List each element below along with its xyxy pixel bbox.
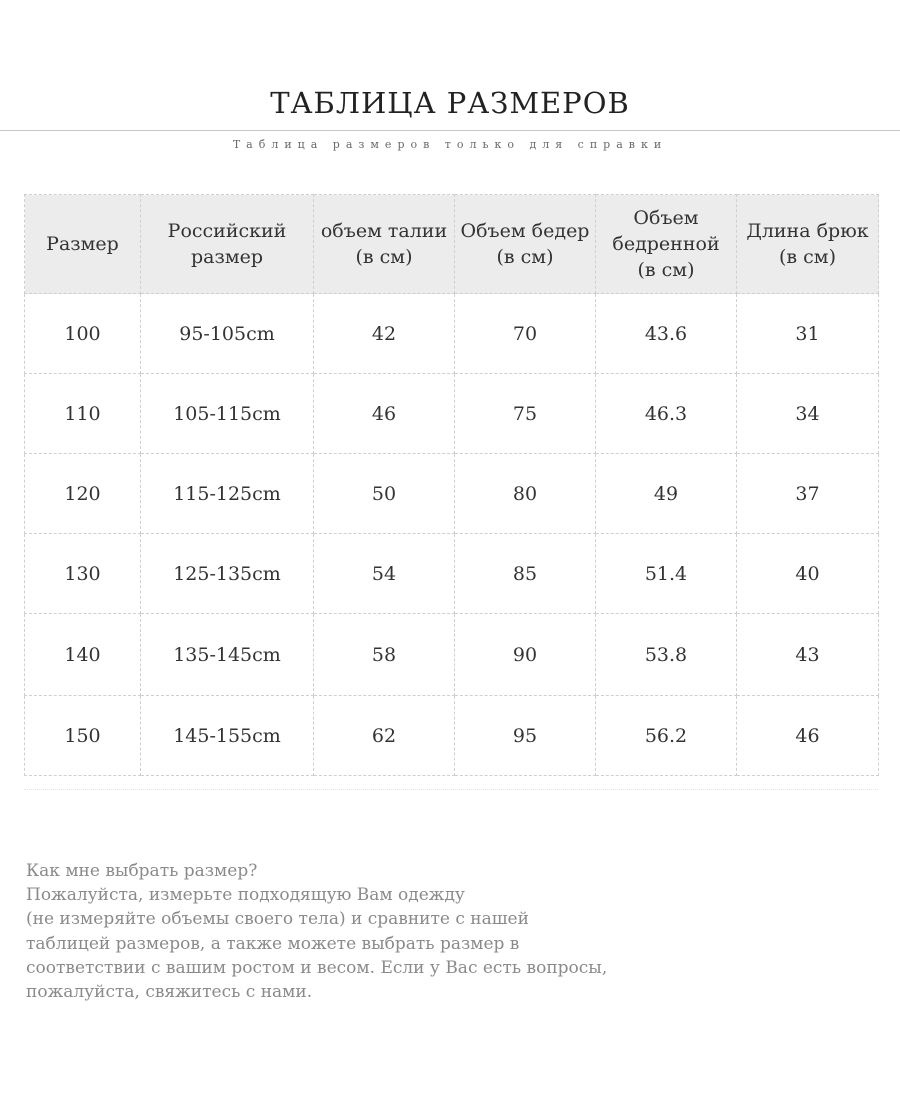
cell-hips: 75 (455, 374, 596, 454)
cell-trouser-length: 31 (737, 294, 879, 374)
header-line: Российский (167, 220, 287, 242)
column-header-waist (314, 195, 455, 294)
table-row (25, 614, 879, 696)
cell-thigh: 56.2 (596, 696, 737, 776)
header-line: (в см) (496, 246, 554, 268)
cell-hips: 95 (455, 696, 596, 776)
size-table (24, 194, 879, 776)
advice-line: Пожалуйста, измерьте подходящую Вам одежду (26, 885, 465, 906)
header-line: Объем бедер (460, 220, 590, 242)
header-line: бедренной (612, 233, 720, 255)
table-row (25, 294, 879, 374)
cell-trouser-length: 34 (737, 374, 879, 454)
cell-size: 100 (25, 294, 141, 374)
header-line: (в см) (637, 259, 695, 281)
cell-russian-size: 115-125cm (141, 454, 314, 534)
column-header-hips (455, 195, 596, 294)
advice-line: таблицей размеров, а также можете выбрать размер в (26, 933, 520, 954)
cell-hips: 85 (455, 534, 596, 614)
column-header-thigh (596, 195, 737, 294)
advice-line: соответствии с вашим ростом и весом. Если у Вас есть вопросы, (26, 957, 608, 978)
cell-thigh: 51.4 (596, 534, 737, 614)
advice-line: пожалуйста, свяжитесь с нами. (26, 982, 313, 1003)
cell-size: 140 (25, 614, 141, 696)
advice-line: Как мне выбрать размер? (26, 861, 258, 881)
cell-size: 130 (25, 534, 141, 614)
cell-hips: 80 (455, 454, 596, 534)
cell-size: 150 (25, 696, 141, 776)
cell-waist: 54 (314, 534, 455, 614)
cell-thigh: 53.8 (596, 614, 737, 696)
column-header-trouser-length (737, 195, 879, 294)
page-title: ТАБЛИЦА РАЗМЕРОВ (270, 86, 630, 120)
cell-hips: 90 (455, 614, 596, 696)
cell-waist: 46 (314, 374, 455, 454)
cell-russian-size: 125-135cm (141, 534, 314, 614)
cell-waist: 58 (314, 614, 455, 696)
header-line: размер (190, 246, 264, 268)
cell-waist: 62 (314, 696, 455, 776)
cell-trouser-length: 40 (737, 534, 879, 614)
table-row (25, 374, 879, 454)
header-line: Длина брюк (746, 220, 869, 242)
dotted-divider (24, 789, 878, 790)
page-subtitle: Таблица размеров только для справки (232, 138, 668, 151)
cell-size: 110 (25, 374, 141, 454)
header-line: Объем (633, 207, 699, 229)
cell-waist: 50 (314, 454, 455, 534)
table-row (25, 696, 879, 776)
cell-trouser-length: 43 (737, 614, 879, 696)
cell-russian-size: 105-115cm (141, 374, 314, 454)
column-header-size (25, 195, 141, 294)
column-header-russian-size (141, 195, 314, 294)
header-line: (в см) (779, 246, 836, 268)
cell-hips: 70 (455, 294, 596, 374)
cell-russian-size: 145-155cm (141, 696, 314, 776)
cell-thigh: 46.3 (596, 374, 737, 454)
table-row (25, 534, 879, 614)
size-advice-text (26, 859, 726, 1004)
cell-russian-size: 135-145cm (141, 614, 314, 696)
advice-line: (не измеряйте объемы своего тела) и сравните с нашей (26, 909, 529, 930)
title-divider (0, 130, 900, 131)
table-row (25, 454, 879, 534)
header-line: объем талии (320, 220, 448, 242)
cell-size: 120 (25, 454, 141, 534)
cell-trouser-length: 37 (737, 454, 879, 534)
cell-thigh: 49 (596, 454, 737, 534)
cell-russian-size: 95-105cm (141, 294, 314, 374)
cell-trouser-length: 46 (737, 696, 879, 776)
header-line: Размер (46, 233, 119, 255)
cell-waist: 42 (314, 294, 455, 374)
header-line: (в см) (355, 246, 413, 268)
cell-thigh: 43.6 (596, 294, 737, 374)
table-header-row (25, 195, 879, 294)
